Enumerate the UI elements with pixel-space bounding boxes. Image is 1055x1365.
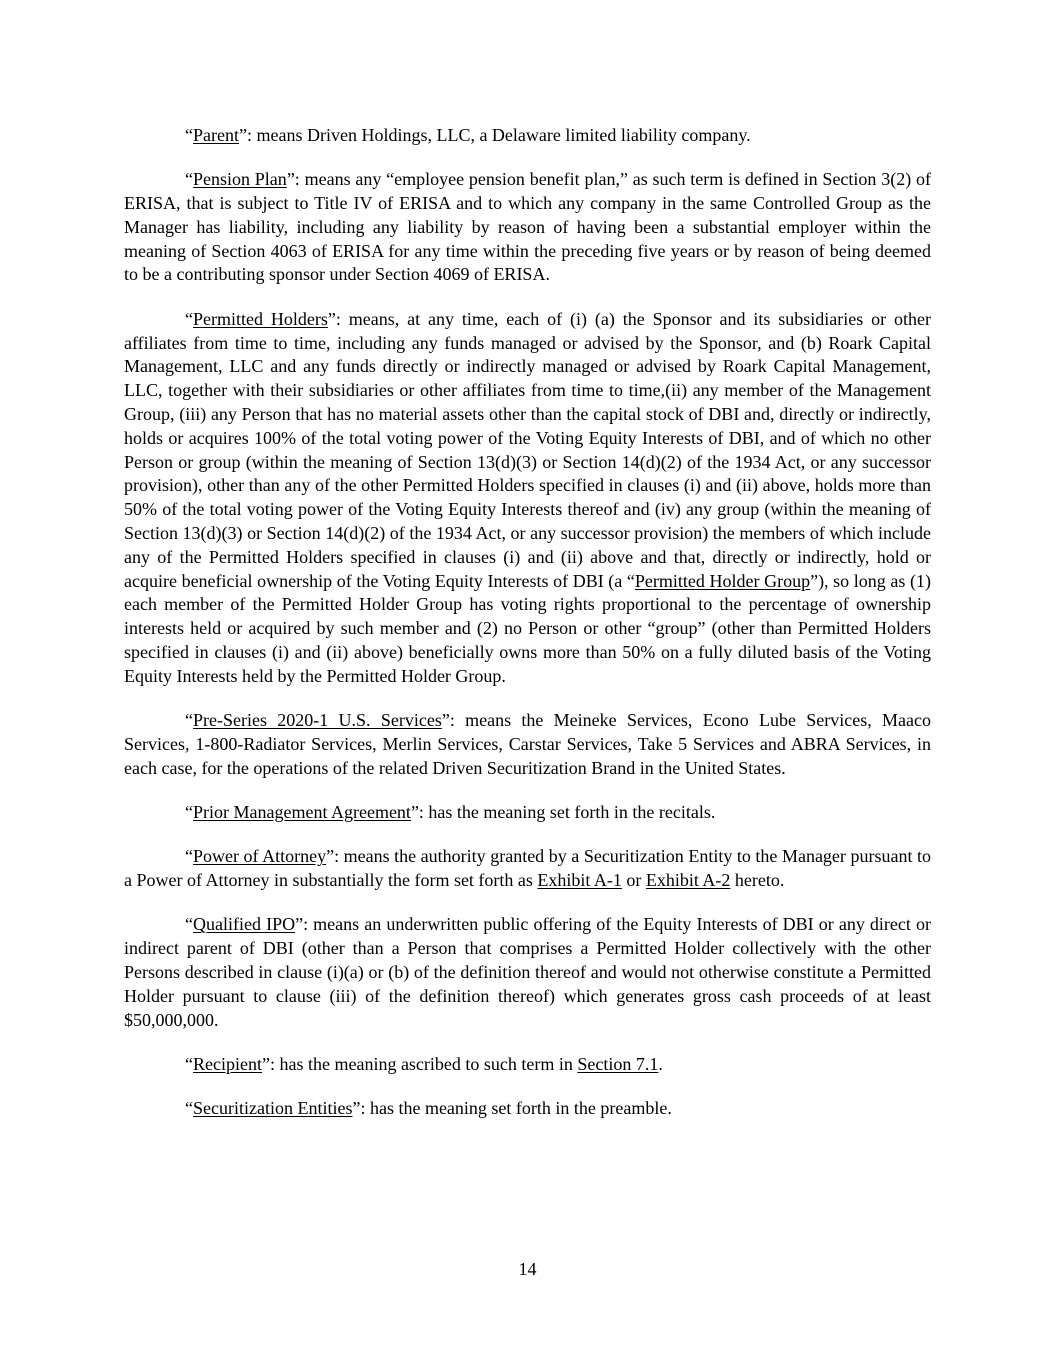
definition-text: ”: has the meaning set forth in the recitals. (410, 801, 716, 822)
definition-prior-management-agreement (124, 801, 931, 825)
defined-term: Permitted Holders (193, 308, 328, 329)
definition-pre-series-services (124, 709, 931, 780)
exhibit-a-1-reference: Exhibit A-1 (537, 870, 622, 891)
open-quote: “ (185, 308, 193, 329)
definition-text: ”: has the meaning ascribed to such term in (261, 1053, 578, 1074)
definition-securitization-entities (124, 1097, 931, 1121)
definition-text-mid: or (621, 870, 646, 891)
open-quote: “ (185, 1053, 193, 1074)
document-page (124, 124, 931, 1141)
defined-term: Pension Plan (193, 169, 287, 190)
defined-term: Securitization Entities (193, 1098, 353, 1119)
inner-defined-term: Permitted Holder Group (634, 570, 811, 591)
open-quote: “ (185, 125, 193, 145)
definition-power-of-attorney (124, 845, 931, 893)
open-quote: “ (185, 914, 193, 935)
open-quote: “ (185, 801, 193, 822)
open-quote: “ (185, 846, 193, 867)
definition-text-tail: ”), so long as (1) each member of the Permitted Holder Group has voting rights proportional to the percentage of ownership interests held or acquired by such member and (2) no Person or other “group” (other than Permitted Holders specified in clauses (i) and (ii) above) beneficially owns more than 50% on a fully diluted basis of the Voting Equity Interests held by the Permitted Holder Group. (124, 570, 931, 686)
definition-text: ”: means an underwritten public offering of the Equity Interests of DBI or any direct or indirect parent of DBI (other than a Person that comprises a Permitted Holder collectively with the other Persons described in clause (i)(a) or (b) of the definition thereof and would not otherwise constitute a Permitted Holder pursuant to clause (iii) of the definition thereof) which generates gross cash proceeds of at least $50,000,000. (124, 914, 931, 1030)
definition-text: ”: means the Meineke Services, Econo Lube Services, Maaco Services, 1-800-Radiator Services, Merlin Services, Carstar Services, Take 5 Services and ABRA Services, in each case, for the operations of the related Driven Securitization Brand in the United States. (124, 710, 931, 778)
open-quote: “ (185, 169, 193, 190)
defined-term: Prior Management Agreement (193, 801, 411, 822)
open-quote: “ (185, 1098, 193, 1119)
definition-text: ”: has the meaning set forth in the preamble. (352, 1098, 672, 1119)
exhibit-a-2-reference: Exhibit A-2 (645, 870, 731, 891)
defined-term: Pre-Series 2020-1 U.S. Services (193, 710, 442, 731)
defined-term: Power of Attorney (193, 846, 327, 867)
definition-recipient (124, 1053, 931, 1077)
defined-term: Parent (193, 125, 239, 145)
page-number: 14 (518, 1259, 537, 1279)
definition-text-tail: hereto. (730, 870, 785, 891)
defined-term: Recipient (193, 1053, 262, 1074)
definition-text: ”: means the authority granted by a Securitization Entity to the Manager pursuant to a Power of Attorney in substantially the form set forth as (124, 846, 932, 891)
definition-text: ”: means any “employee pension benefit plan,” as such term is defined in Section 3(2) of ERISA, that is subject to Title IV of ERISA and to which any company in the same Controlled Group as the Manager has liability, including any liability by reason of having been a substantial employer within the meaning of Section 4063 of ERISA for any time within the preceding five years or by reason of being deemed to be a contributing sponsor under Section 4069 of ERISA. (124, 169, 931, 285)
open-quote: “ (185, 710, 193, 731)
defined-term: Qualified IPO (193, 914, 296, 935)
definition-text-tail: . (658, 1053, 663, 1074)
definition-text: ”: means, at any time, each of (i) (a) the Sponsor and its subsidiaries or other affiliates from time to time, including any funds managed or advised by the Sponsor, and (b) Roark Capital Management, LLC and any funds directly or indirectly managed or advised by Roark Capital Management, LLC, together with their subsidiaries or other affiliates from time to time,(ii) any member of the Management Group, (iii) any Person that has no material assets other than the capital stock of DBI and, directly or indirectly, holds or acquires 100% of the total voting power of the Voting Equity Interests of DBI, and of which no other Person or group (within the meaning of Section 13(d)(3) or Section 14(d)(2) of the 1934 Act, or any successor provision), other than any of the other Permitted Holders specified in clauses (i) and (ii) above, holds more than 50% of the total voting power of the Voting Equity Interests thereof and (iv) any group (within the meaning of Section 13(d)(3) or Section 14(d)(2) of the 1934 Act, or any successor provision) the members of which include any of the Permitted Holders specified in clauses (i) and (ii) above and that, directly or indirectly, hold or acquire beneficial ownership of the Voting Equity Interests of DBI (a “ (124, 308, 932, 591)
definition-pension-plan (124, 168, 931, 287)
definition-text: ”: means Driven Holdings, LLC, a Delaware limited liability company. (238, 125, 751, 145)
section-7-1-reference: Section 7.1 (577, 1053, 659, 1074)
definition-qualified-ipo (124, 913, 931, 1032)
definition-permitted-holders (124, 308, 931, 689)
definition-parent (124, 124, 931, 148)
